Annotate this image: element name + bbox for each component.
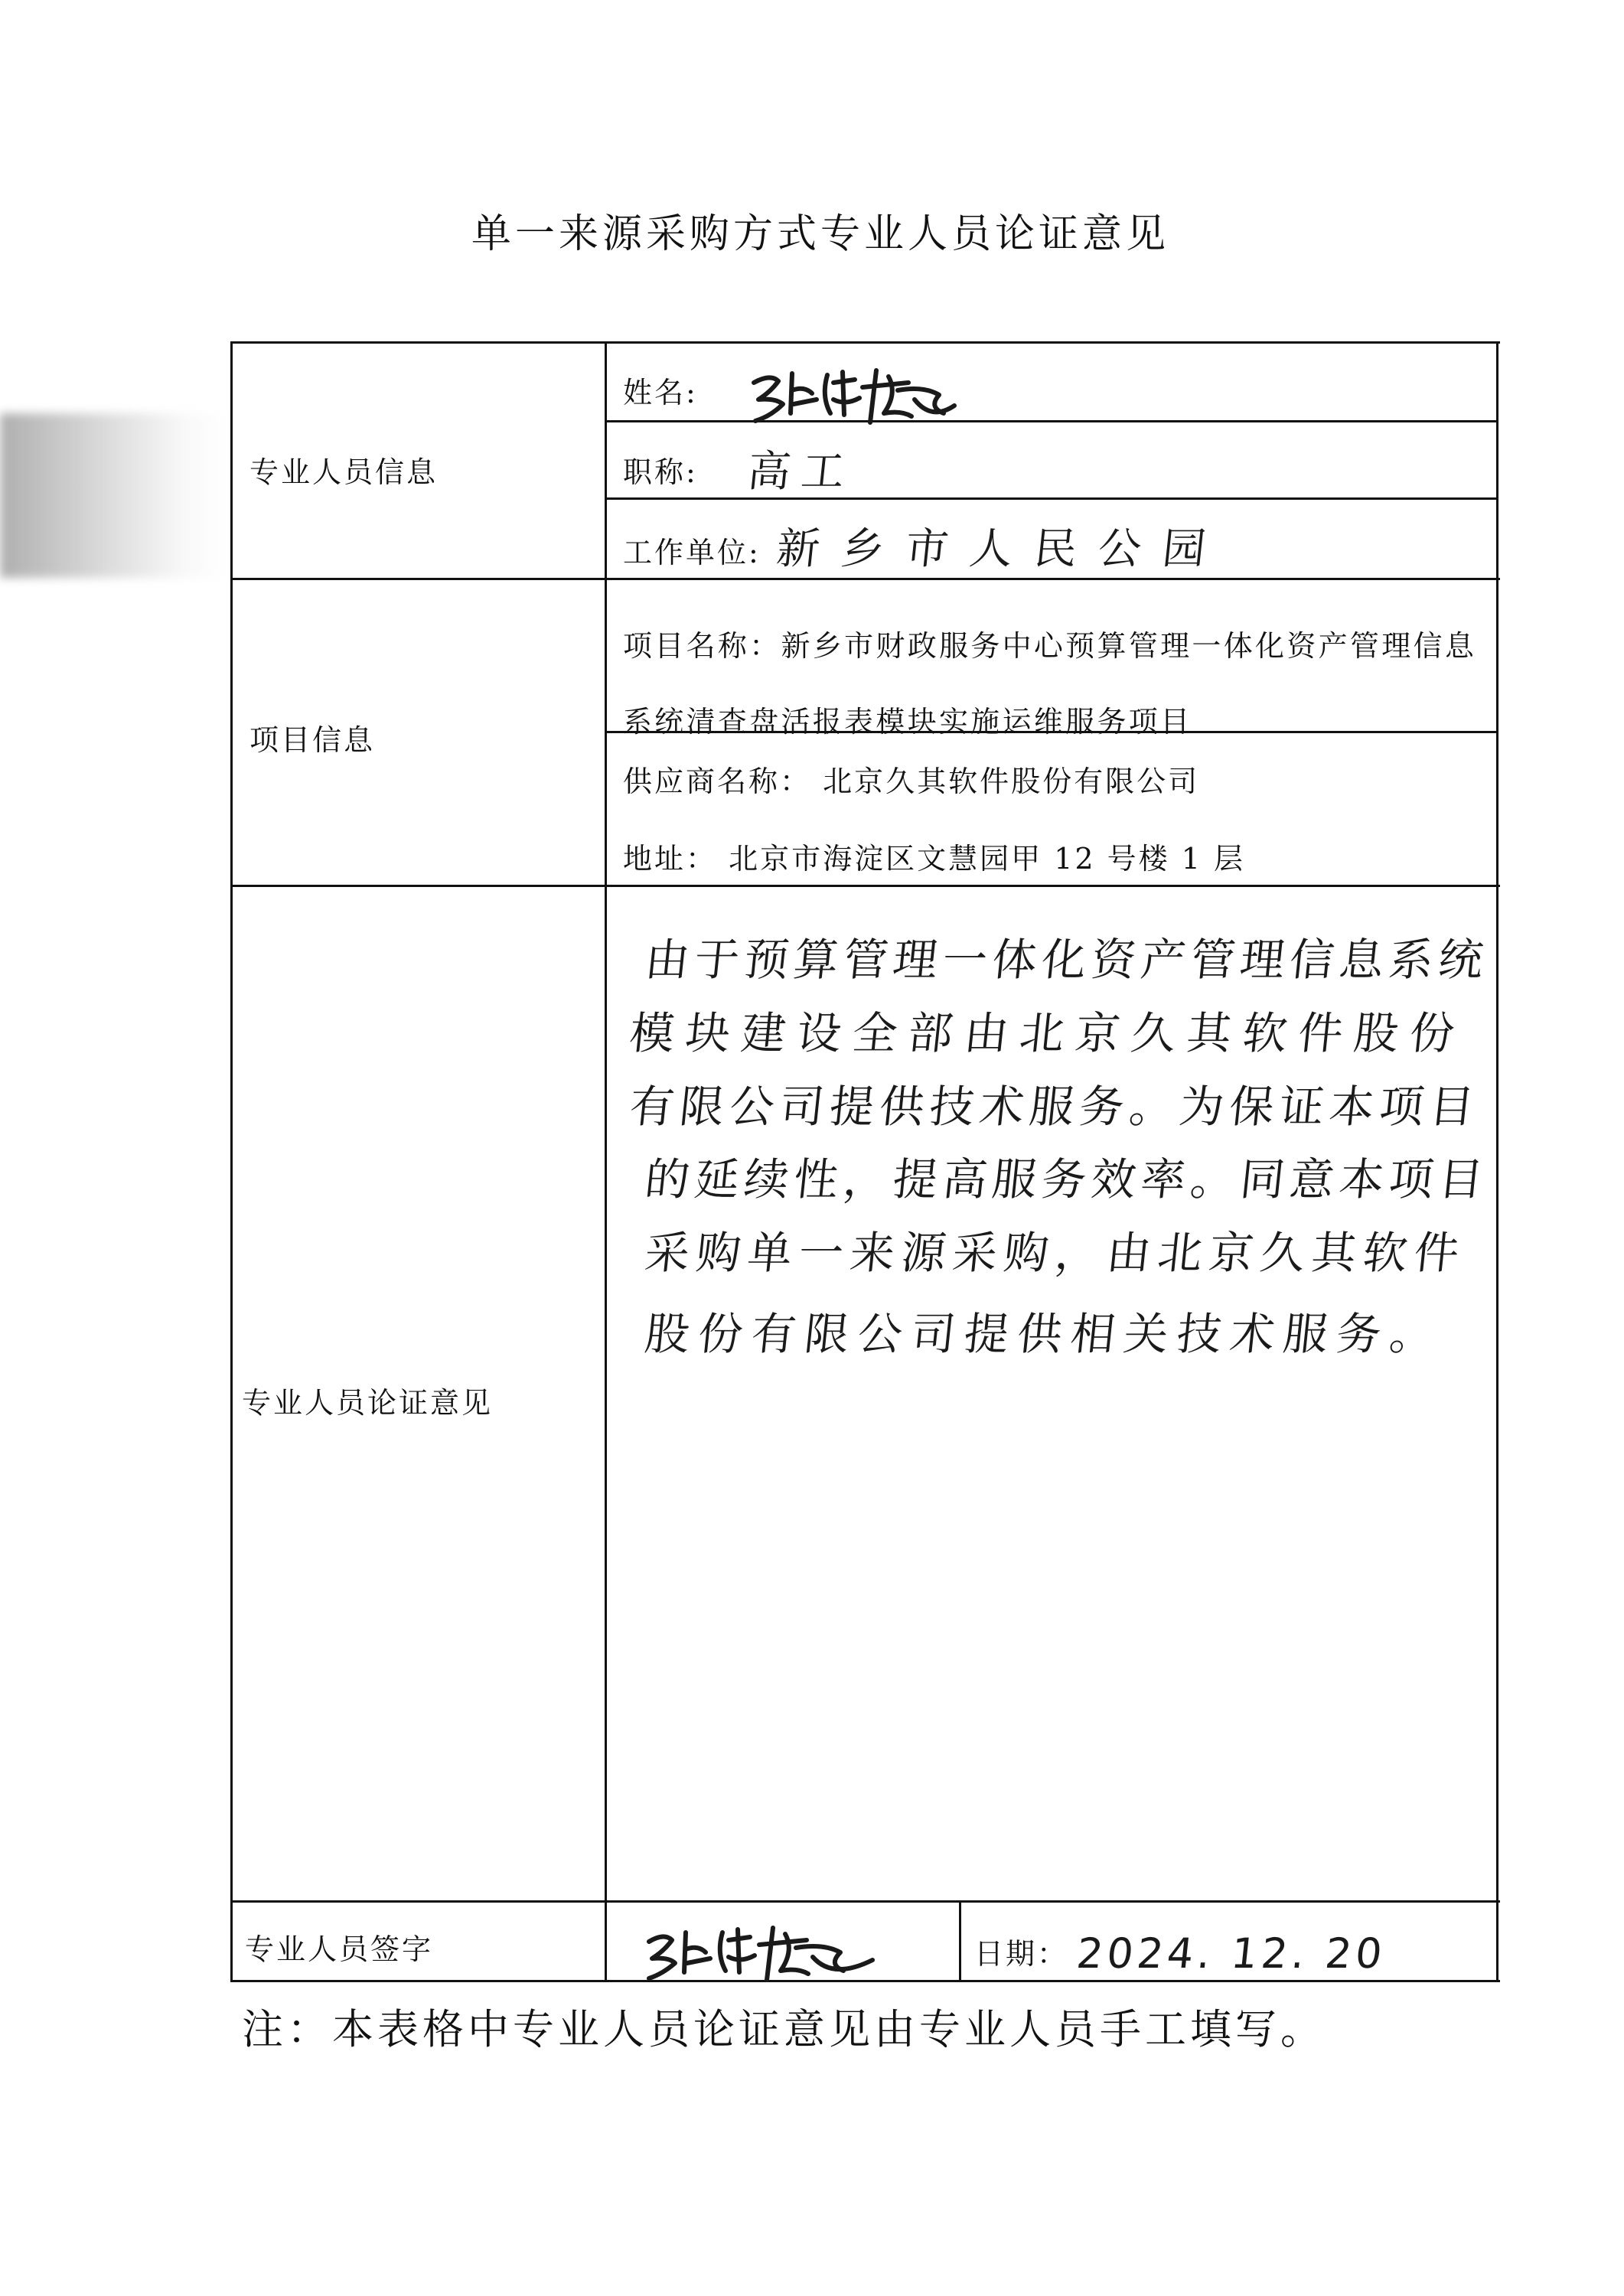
opinion-line: 股份有限公司提供相关技术服务。 <box>642 1308 1446 1360</box>
opinion-section-label: 专业人员论证意见 <box>242 1386 494 1420</box>
signature-label: 专业人员签字 <box>245 1932 434 1966</box>
name-signature <box>748 360 962 432</box>
address-value: 北京市海淀区文慧园甲 12 号楼 1 层 <box>729 842 1245 876</box>
table-row-divider <box>605 420 1498 422</box>
footnote: 注：本表格中专业人员论证意见由专业人员手工填写。 <box>242 2005 1326 2053</box>
personnel-section-label: 专业人员信息 <box>249 455 439 489</box>
project-name-value: 新乡市财政服务中心预算管理一体化资产管理信息系统清查盘活报表模块实施运维服务项目 <box>623 629 1477 739</box>
supplier <box>623 762 1199 801</box>
date-label: 日期： <box>974 1937 1069 1971</box>
opinion-line: 采购单一来源采购，由北京久其软件 <box>642 1227 1469 1279</box>
table-border-top <box>230 341 1500 344</box>
project-section-label: 项目信息 <box>249 723 376 757</box>
address <box>623 840 1245 878</box>
opinion-line: 模块建设全部由北京久其软件股份 <box>627 1007 1469 1059</box>
opinion-line: 的延续性，提高服务效率。同意本项目 <box>642 1153 1492 1205</box>
table-border-left <box>230 341 233 1982</box>
table-row-divider <box>605 497 1498 500</box>
table-row-divider <box>230 885 1500 887</box>
work-unit-label: 工作单位: <box>623 536 761 569</box>
job-title-label: 职称: <box>623 455 698 489</box>
project-name <box>623 608 1488 760</box>
scan-smudge <box>0 413 230 578</box>
date-value: 2024. 12. 20 <box>1074 1929 1388 1978</box>
signature-date-divider <box>959 1900 961 1981</box>
table-column-divider <box>605 341 607 1982</box>
bottom-signature <box>643 1916 888 1985</box>
page-title: 单一来源采购方式专业人员论证意见 <box>471 211 1169 257</box>
opinion-line: 由于预算管理一体化资产管理信息系统 <box>642 934 1492 986</box>
opinion-line: 有限公司提供技术服务。为保证本项目 <box>627 1081 1482 1133</box>
table-border-right <box>1496 341 1498 1982</box>
job-title-value: 高工 <box>745 447 858 497</box>
supplier-label: 供应商名称： <box>623 765 812 798</box>
work-unit-value: 新乡市人民公园 <box>774 524 1230 574</box>
name-label: 姓名: <box>623 376 698 409</box>
project-name-label: 项目名称： <box>623 629 781 663</box>
table-row-divider <box>230 578 1500 580</box>
supplier-value: 北京久其软件股份有限公司 <box>823 765 1200 798</box>
address-label: 地址： <box>623 842 718 876</box>
table-row-divider <box>230 1900 1500 1903</box>
